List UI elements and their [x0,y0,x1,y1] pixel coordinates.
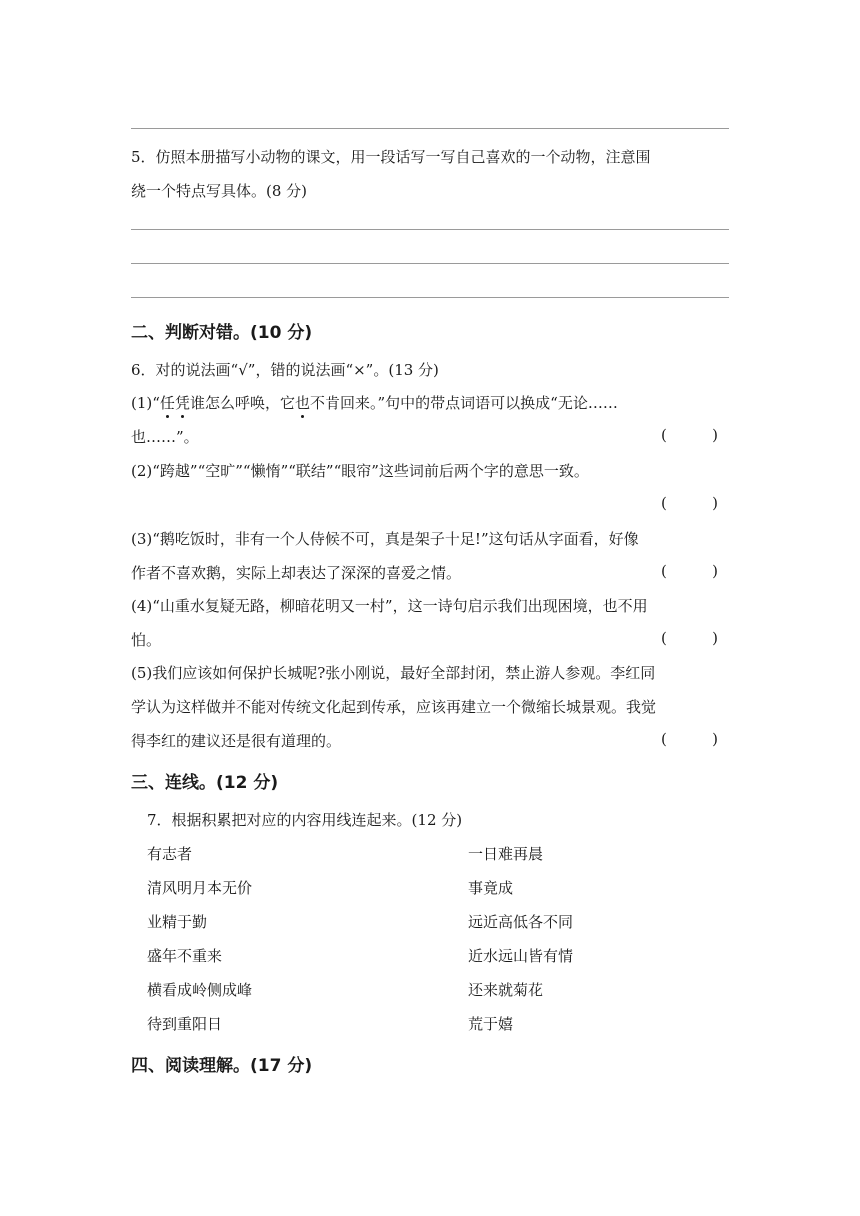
match-right-item[interactable]: 还来就菊花 [468,981,544,999]
paren-left: ( [661,562,667,580]
paren-left: ( [661,629,667,647]
q6-item4-line2: 怕。 [131,631,162,649]
match-left-item[interactable]: 业精于勤 [147,913,208,931]
q6-item3-line2: 作者不喜欢鹅，实际上却表达了深深的喜爱之情。 [131,564,462,582]
q5-line1: 5．仿照本册描写小动物的课文，用一段话写一写自己喜欢的一个动物，注意围 [131,148,651,166]
match-left-item[interactable]: 待到重阳日 [147,1015,223,1033]
answer-line[interactable] [131,229,729,230]
paren-left: ( [661,426,667,444]
q6-item4-line1: (4)“山重水复疑无路，柳暗花明又一村”，这一诗句启示我们出现困境，也不用 [131,597,648,615]
match-right-item[interactable]: 近水远山皆有情 [468,947,574,965]
match-right-item[interactable]: 一日难再晨 [468,845,544,863]
q7-intro: 7．根据积累把对应的内容用线连起来。(12 分) [147,811,463,829]
paren-right: ) [712,562,718,580]
q6-item1-line2: 也……”。 [131,428,199,446]
section-heading: 三、连线。(12 分) [131,773,279,793]
dotted-char: 任 [159,394,175,412]
match-left-item[interactable]: 横看成岭侧成峰 [147,981,253,999]
q6-item5-line2: 学认为这样做并不能对传统文化起到传承，应该再建立一个微缩长城景观。我觉 [131,698,657,716]
section-heading: 四、阅读理解。(17 分) [131,1056,313,1076]
dotted-char: 凭 [174,394,190,412]
answer-line[interactable] [131,263,729,264]
paren-right: ) [712,730,718,748]
paren-right: ) [712,426,718,444]
q6-item3-line1: (3)“鹅吃饭时，非有一个人侍候不可，真是架子十足!”这句话从字面看，好像 [131,530,639,548]
q6-item1-line1 [131,392,618,413]
paren-right: ) [712,629,718,647]
answer-line[interactable] [131,297,729,298]
q6-item5-line1: (5)我们应该如何保护长城呢?张小刚说，最好全部封闭，禁止游人参观。李红同 [131,664,656,682]
paren-right: ) [712,494,718,512]
match-left-item[interactable]: 有志者 [147,845,193,863]
paren-left: ( [661,494,667,512]
match-right-item[interactable]: 事竟成 [468,879,514,897]
text: (1)“ [131,394,160,412]
text: 不肯回来。”句中的带点词语可以换成“无论…… [309,394,618,412]
answer-line[interactable] [131,128,729,129]
text: 谁怎么呼唤，它 [189,394,295,412]
q5-line2: 绕一个特点写具体。(8 分) [131,182,308,200]
dotted-char: 也 [294,394,310,412]
match-left-item[interactable]: 盛年不重来 [147,947,223,965]
paren-left: ( [661,730,667,748]
match-right-item[interactable]: 荒于嬉 [468,1015,514,1033]
section-heading: 二、判断对错。(10 分) [131,323,313,343]
q6-intro: 6．对的说法画“√”，错的说法画“×”。(13 分) [131,361,439,379]
q6-item2-line1: (2)“跨越”“空旷”“懒惰”“联结”“眼帘”这些词前后两个字的意思一致。 [131,462,589,480]
match-right-item[interactable]: 远近高低各不同 [468,913,574,931]
match-left-item[interactable]: 清风明月本无价 [147,879,253,897]
q6-item5-line3: 得李红的建议还是很有道理的。 [131,732,342,750]
